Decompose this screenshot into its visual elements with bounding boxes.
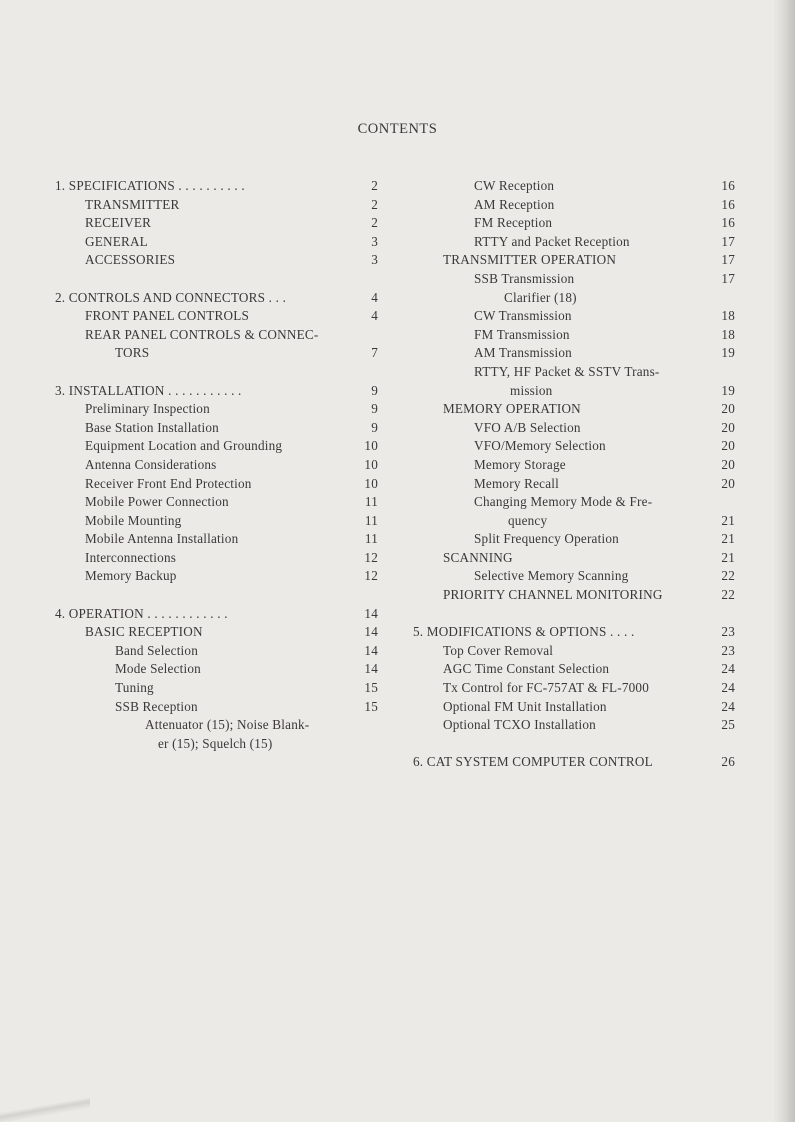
- toc-entry[interactable]: AGC Time Constant Selection 24: [443, 661, 735, 677]
- toc-entry[interactable]: FRONT PANEL CONTROLS 4: [85, 308, 378, 324]
- toc-subentry-text: Clarifier (18): [504, 289, 577, 305]
- toc-gap: [55, 270, 378, 289]
- toc-entry[interactable]: Band Selection 14: [115, 642, 378, 658]
- toc-entry[interactable]: Memory Recall 20: [474, 475, 735, 491]
- toc-gap: [55, 363, 378, 382]
- toc-entry[interactable]: Tuning 15: [115, 680, 378, 696]
- toc-entry[interactable]: FM Reception 16: [474, 215, 735, 231]
- toc-entry[interactable]: VFO A/B Selection 20: [474, 419, 735, 435]
- toc-right-column: [413, 177, 735, 772]
- toc-subentry-text: er (15); Squelch (15): [158, 735, 273, 751]
- toc-entry[interactable]: Optional TCXO Installation 25: [443, 717, 735, 733]
- toc-entry-continued[interactable]: TORS 7: [115, 345, 378, 361]
- toc-entry[interactable]: Equipment Location and Grounding 10: [85, 438, 378, 454]
- toc-entry[interactable]: FM Transmission 18: [474, 326, 735, 342]
- toc-entry[interactable]: Mobile Mounting 11: [85, 512, 378, 528]
- toc-section-controls[interactable]: 2. CONTROLS AND CONNECTORS . . . 4: [55, 289, 378, 305]
- toc-gap: [413, 735, 735, 754]
- toc-entry-memory-operation[interactable]: MEMORY OPERATION 20: [443, 401, 735, 417]
- page-edge-shadow: [773, 0, 795, 1122]
- toc-entry[interactable]: Preliminary Inspection 9: [85, 401, 378, 417]
- toc-entry[interactable]: Top Cover Removal 23: [443, 642, 735, 658]
- toc-entry[interactable]: BASIC RECEPTION 14: [85, 624, 378, 640]
- toc-section-operation[interactable]: 4. OPERATION . . . . . . . . . . . . 14: [55, 605, 378, 621]
- toc-entry[interactable]: SSB Transmission 17: [474, 270, 735, 286]
- toc-section-specifications[interactable]: 1. SPECIFICATIONS . . . . . . . . . . 2: [55, 178, 378, 193]
- toc-entry[interactable]: Optional FM Unit Installation 24: [443, 698, 735, 714]
- toc-entry[interactable]: Base Station Installation 9: [85, 419, 378, 435]
- toc-gap: [55, 586, 378, 605]
- toc-entry-transmitter-operation[interactable]: TRANSMITTER OPERATION 17: [443, 252, 735, 268]
- toc-entry[interactable]: Mobile Power Connection 11: [85, 494, 378, 510]
- toc-section-installation[interactable]: 3. INSTALLATION . . . . . . . . . . . 9: [55, 382, 378, 398]
- toc-entry[interactable]: RTTY, HF Packet & SSTV Trans-: [474, 363, 660, 379]
- toc-entry[interactable]: AM Reception 16: [474, 196, 735, 212]
- toc-section-modifications[interactable]: 5. MODIFICATIONS & OPTIONS . . . . 23: [413, 624, 735, 640]
- toc-entry-scanning[interactable]: SCANNING 21: [443, 549, 735, 565]
- toc-entry[interactable]: Split Frequency Operation 21: [474, 531, 735, 547]
- toc-entry[interactable]: AM Transmission 19: [474, 345, 735, 361]
- toc-entry[interactable]: Receiver Front End Protection 10: [85, 475, 378, 491]
- toc-entry[interactable]: ACCESSORIES 3: [85, 252, 378, 268]
- toc-entry[interactable]: Memory Backup 12: [85, 568, 378, 584]
- toc-entry[interactable]: CW Transmission 18: [474, 308, 735, 324]
- toc-entry[interactable]: Memory Storage 20: [474, 456, 735, 472]
- toc-entry-continued[interactable]: quency 21: [508, 512, 735, 528]
- toc-entry[interactable]: Mode Selection 14: [115, 661, 378, 677]
- toc-entry[interactable]: RECEIVER 2: [85, 215, 378, 231]
- toc-entry[interactable]: Selective Memory Scanning 22: [474, 568, 735, 584]
- toc-subentry-text: Attenuator (15); Noise Blank-: [145, 717, 310, 733]
- toc-entry[interactable]: Mobile Antenna Installation 11: [85, 531, 378, 547]
- page-title: CONTENTS: [357, 121, 438, 137]
- toc-entry[interactable]: Antenna Considerations 10: [85, 456, 378, 472]
- toc-entry[interactable]: Changing Memory Mode & Fre-: [474, 494, 653, 510]
- toc-entry[interactable]: RTTY and Packet Reception 17: [474, 233, 735, 249]
- toc-entry-continued[interactable]: mission 19: [510, 382, 735, 398]
- toc-entry-priority-channel[interactable]: PRIORITY CHANNEL MONITORING 22: [443, 587, 735, 603]
- toc-entry[interactable]: SSB Reception 15: [115, 698, 378, 714]
- toc-entry[interactable]: TRANSMITTER 2: [85, 196, 378, 212]
- toc-left-column: [55, 177, 378, 753]
- toc-entry[interactable]: VFO/Memory Selection 20: [474, 438, 735, 454]
- toc-entry[interactable]: CW Reception 16: [474, 178, 735, 193]
- page-fold-shadow: [0, 1092, 90, 1122]
- toc-entry[interactable]: Tx Control for FC-757AT & FL-7000 24: [443, 680, 735, 696]
- toc-entry[interactable]: REAR PANEL CONTROLS & CONNEC-: [85, 326, 319, 342]
- toc-section-cat-system[interactable]: 6. CAT SYSTEM COMPUTER CONTROL 26: [413, 754, 735, 770]
- toc-entry[interactable]: Interconnections 12: [85, 549, 378, 565]
- toc-entry[interactable]: GENERAL 3: [85, 233, 378, 249]
- toc-gap: [413, 605, 735, 624]
